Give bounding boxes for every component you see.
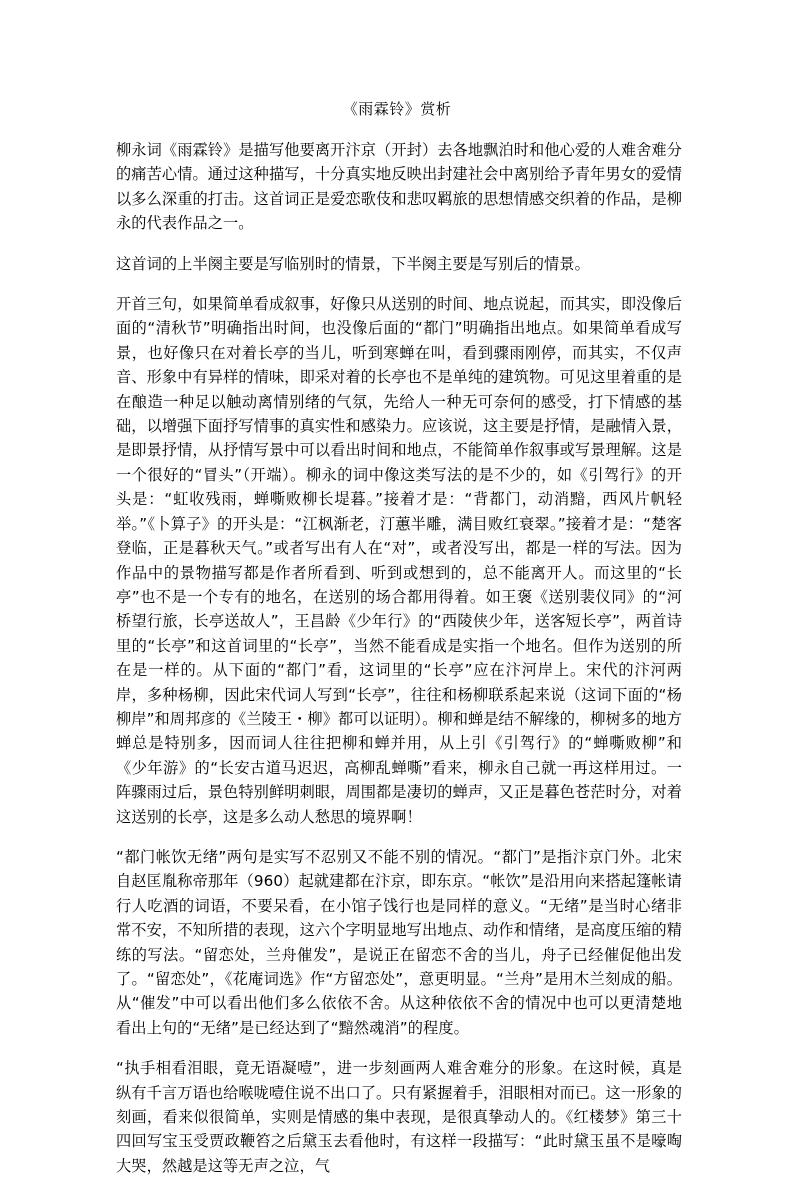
page-title: 《雨霖铃》赏析 xyxy=(342,100,452,118)
paragraph-opening-analysis: 开首三句，如果简单看成叙事，好像只从送别的时间、地点说起，而其实，即没像后面的“清秋节”明确指出时间，也没像后面的“都门”明确指出地点。如果简单看成写景，也好像只在对着长亭的当儿，听到寒蝉在叫，看到骤雨刚停，而其实，不仅声音、形象中有异样的情味，即采对着的长亭也不是单纯的建筑物。可见这里着重的是在酿造一种足以触动离情别绪的气氛，先给人一种无可奈何的感受，打下情感的基础，以增强下面抒写情事的真实性和感染力。应该说，这主要是抒情，是融情入景，是即景抒情，从抒情写景中可以看出时间和地点，不能简单作叙事或写景理解。这是一个很好的“冒头”（开端）。柳永的词中像这类写法的是不少的，如《引驾行》的开头是：“虹收残雨，蝉嘶败柳长堤暮。”接着才是：“背都门，动消黯，西风片帆轻举。”《卜算子》的开头是：“江枫渐老，汀蕙半雕，满目败红衰翠。”接着才是：“楚客登临，正是暮秋天气。”或者写出有人在“对”，或者没写出，都是一样的写法。因为作品中的景物描写都是作者所看到、听到或想到的，总不能离开人。而这里的“长亭”也不是一个专有的地名，在送别的场合都用得着。如王褒《送别裴仪同》的“河桥望行旅，长亭送故人”，王昌龄《少年行》的“西陵侠少年，送客短长亭”，两首诗里的“长亭”和这首词里的“长亭”，当然不能看成是实指一个地名。但作为送别的所在是一样的。从下面的“都门”看，这词里的“长亭”应在汴河岸上。宋代的汴河两岸，多种杨柳，因此宋代词人写到“长亭”，往往和杨柳联系起来说（这词下面的“杨柳岸”和周邦彦的《兰陵王・柳》都可以证明）。柳和蝉是结不解缘的，柳树多的地方蝉总是特别多，因而词人往往把柳和蝉并用，从上引《引驾行》的“蝉嘶败柳”和《少年游》的“长安古道马迟迟，高柳乱蝉嘶”看来，柳永自己就一再这样用过。一阵骤雨过后，景色特别鲜明刺眼，周围都是凄切的蝉声，又正是暮色苍茫时分，对着这送别的长亭，这是多么动人愁思的境界啊！ xyxy=(116,295,683,826)
paragraph-holding-hands: “执手相看泪眼，竟无语凝噎”，进一步刻画两人难舍难分的形象。在这时候，真是纵有千言万语也给喉咙噎住说不出口了。只有紧握着手，泪眼相对而已。这一形象的刻画，看来似很简单，实则是情感的集中表现，是很真挚动人的。《红楼梦》第三十四回写宝玉受贾政鞭笞之后黛玉去看他时，有这样一段描写：“此时黛玉虽不是嚎啕大哭，然越是这等无声之泣，气 xyxy=(116,1059,682,1175)
paragraph-structure: 这首词的上半阕主要是写临别时的情景，下半阕主要是写别后的情景。 xyxy=(116,254,590,273)
paragraph-farewell-feast: “都门帐饮无绪”两句是实写不忍别又不能不别的情况。“都门”是指汴京门外。北宋自赵匡胤称帝那年（960）起就建都在汴京，即东京。“帐饮”是沿用向来搭起篷帐请行人吃酒的词语，不要呆看，在小馆子饯行也是同样的意义。“无绪”是当时心绪非常不安，不知所措的表现，这六个字明显地写出地点、动作和情绪，是高度压缩的精练的写法。“留恋处，兰舟催发”，是说正在留恋不舍的当儿，舟子已经催促他出发了。“留恋处”，《花庵词选》作“方留恋处”，意更明显。“兰舟”是用木兰刻成的船。从“催发”中可以看出他们多么依依不舍。从这种依依不舍的情况中也可以更清楚地看出上句的“无绪”是已经达到了“黯然魂消”的程度。 xyxy=(116,847,682,1037)
document-body xyxy=(116,138,682,1194)
paragraph-intro: 柳永词《雨霖铃》是描写他要离开汴京（开封）去各地飘泊时和他心爱的人难舍难分的痛苦心情。通过这种描写，十分真实地反映出封建社会中离别给予青年男女的爱情以多么深重的打击。这首词正是爱恋歌伎和悲叹羁旅的思想情感交织着的作品，是柳永的代表作品之一。 xyxy=(116,141,682,233)
